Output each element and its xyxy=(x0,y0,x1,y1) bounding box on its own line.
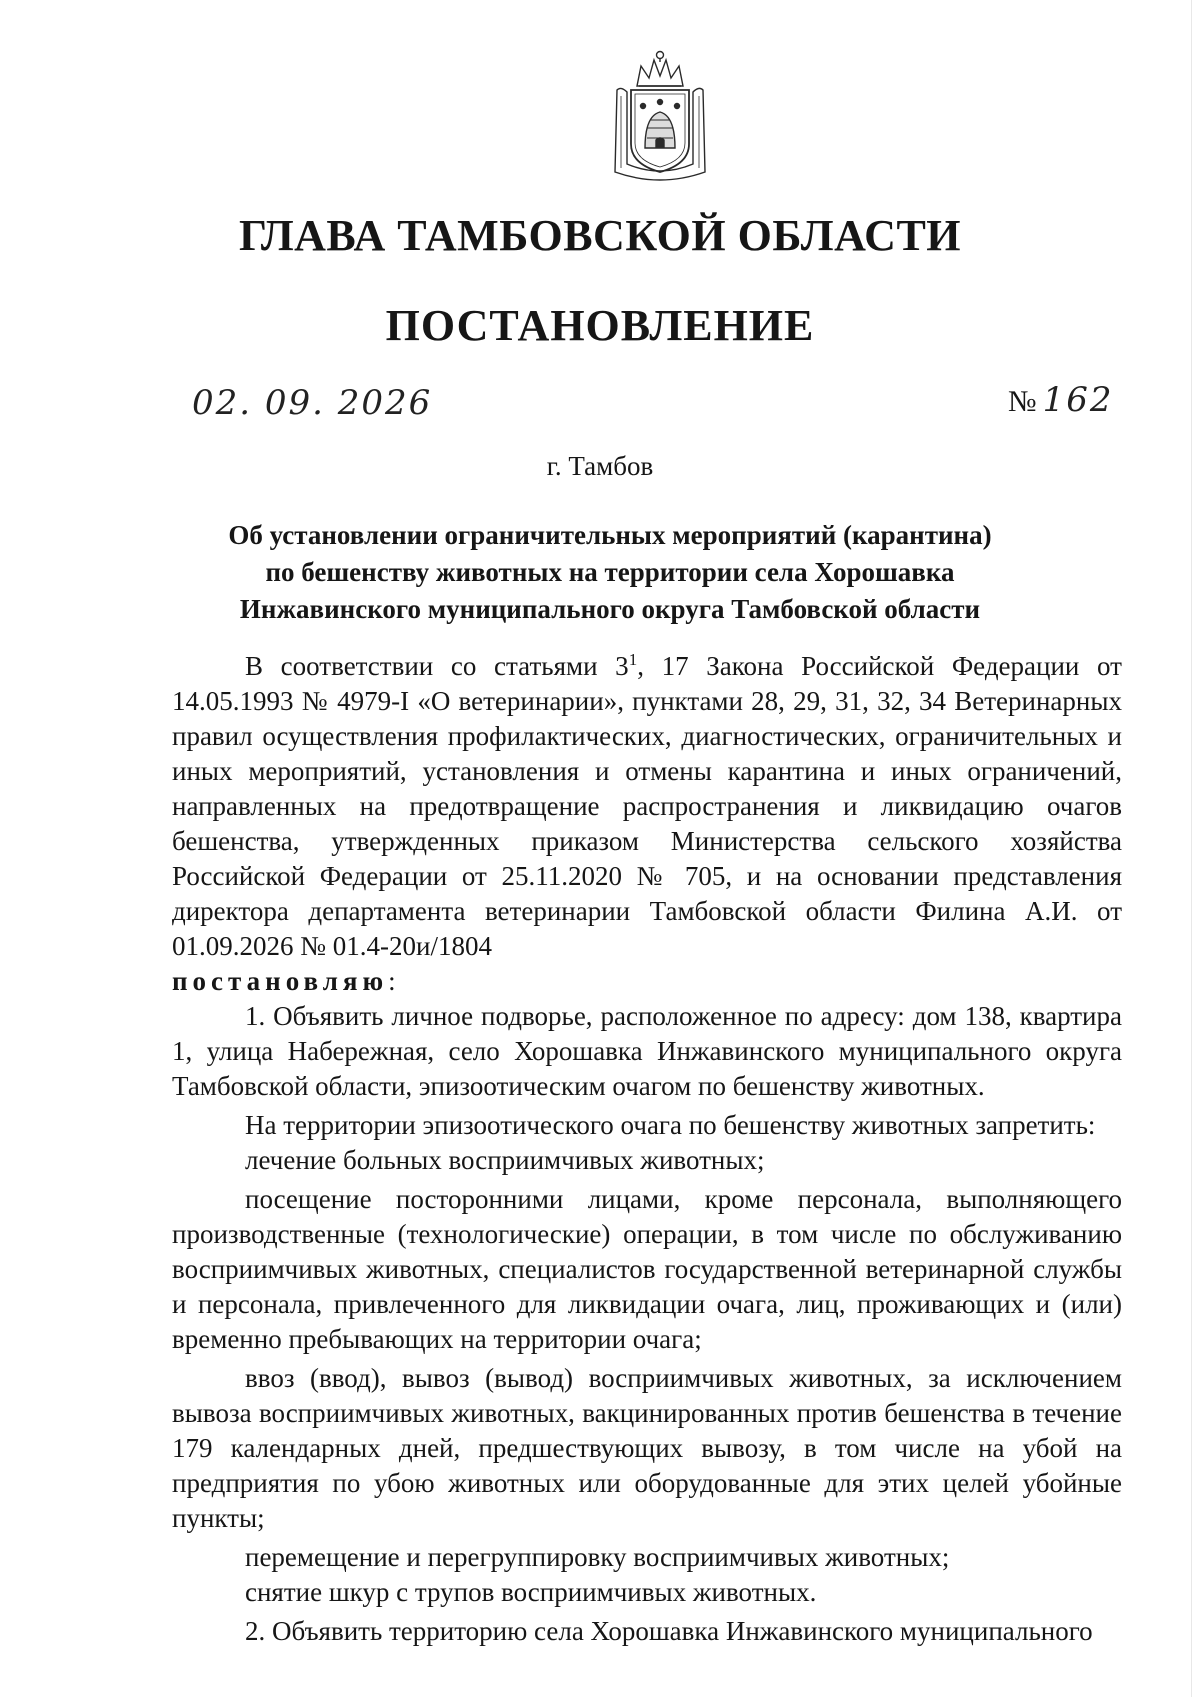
clause-paragraph: На территории эпизоотического очага по бешенству животных запретить: xyxy=(245,1110,1096,1140)
clause-paragraph: лечение больных восприимчивых животных; xyxy=(245,1145,765,1175)
clause-paragraph: 2. Объявить территорию села Хорошавка Инжавинского муниципального xyxy=(245,1616,1093,1646)
scan-edge-line xyxy=(1191,0,1192,1697)
preamble-text: , 17 Закона Российской Федерации от 14.05.1993 № 4979-I «О ветеринарии», пунктами 28, 29, 31, 32, 34 Ветеринарных правил осуществления профилактических, диагностических, ограничительных и иных мероприятий, установления и отмены карантина и иных ограничений, направленных на предотвращение распространения и ликвидацию очагов бешенства, утвержденных приказом Министерства сельского хозяйства Российской Федерации от 25.11.2020 № 705, и на основании представления директора департамента ветеринарии Тамбовской области Филина А.И. от 01.09.2026 № 01.4-20и/1804 xyxy=(172,651,1122,961)
document-type-heading: ПОСТАНОВЛЕНИЕ xyxy=(385,301,815,350)
preamble-lead: В соответствии со статьями 3 xyxy=(245,651,629,681)
handwritten-number: 162 xyxy=(1042,380,1114,420)
clause-paragraph: посещение посторонними лицами, кроме персонала, выполняющего производственные (технологические) операции, в том числе по обслуживанию восприимчивых животных, специалистов государственной ветеринарной службы и персонала, привлеченного для ликвидации очага, лиц, проживающих и (или) временно пребывающих на территории очага; xyxy=(172,1184,1122,1354)
clause-paragraph: ввоз (ввод), вывоз (вывод) восприимчивых животных, за исключением вывоза восприимчивых животных, вакцинированных против бешенства в течение 179 календарных дней, предшествующих вывозу, в том числе на убой на предприятия по убою животных или оборудованные для этих целей убойные пункты; xyxy=(172,1363,1122,1533)
title-line: по бешенству животных на территории села Хорошавка xyxy=(265,557,955,587)
decree-line xyxy=(172,964,1122,999)
article-superscript: 1 xyxy=(628,650,638,669)
document-number xyxy=(1008,380,1114,420)
title-line: Инжавинского муниципального округа Тамбовской области xyxy=(239,594,981,624)
clause-paragraph: перемещение и перегруппировку восприимчивых животных; xyxy=(245,1542,950,1572)
coat-of-arms-emblem xyxy=(607,46,713,186)
clause-paragraph: снятие шкур с трупов восприимчивых животных. xyxy=(245,1577,817,1607)
number-sign-label: № xyxy=(1008,385,1037,418)
decree-word: постановляю xyxy=(172,966,389,996)
decree-colon: : xyxy=(388,966,396,996)
city-line: г. Тамбов xyxy=(546,451,654,481)
issuing-authority-heading: ГЛАВА ТАМБОВСКОЙ ОБЛАСТИ xyxy=(238,211,962,260)
document-title xyxy=(170,517,1050,628)
document-body xyxy=(172,649,1122,1649)
title-line: Об установлении ограничительных мероприятий (карантина) xyxy=(228,520,992,550)
clause-paragraph: 1. Объявить личное подворье, расположенное по адресу: дом 138, квартира 1, улица Набережная, село Хорошавка Инжавинского муниципального округа Тамбовской области, эпизоотическим очагом по бешенству животных. xyxy=(172,1001,1122,1101)
handwritten-date: 02. 09. 2026 xyxy=(192,383,433,423)
preamble-paragraph xyxy=(172,649,1122,964)
